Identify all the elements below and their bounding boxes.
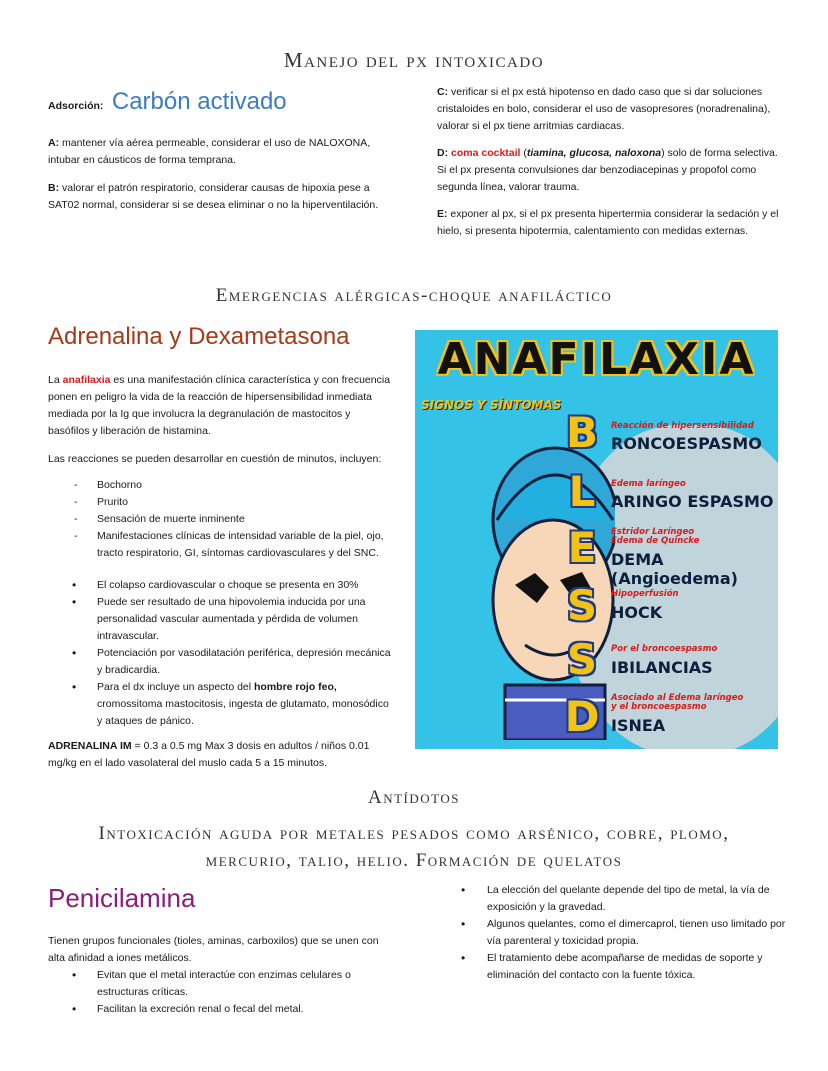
poster-word: HOCK [611, 603, 663, 622]
paren-open: ( [520, 147, 527, 159]
list-item: - Sensación de muerte inminente [48, 511, 398, 528]
list-item-dx [48, 679, 393, 730]
text-c: verificar si el px está hipotenso en dado caso que si dar soluciones cristaloides en bolo, considerar el uso de vasopresores (noradrenalina), valorar si el px tiene arritmias cardiacas. [437, 86, 771, 132]
paragraph-d [437, 145, 782, 196]
label-d: D: [437, 147, 449, 159]
list-item: • Facilitan la excreción renal o fecal del metal. [48, 1001, 393, 1018]
list-item: • Evitan que el metal interactúe con enzimas celulares o estructuras críticas. [48, 967, 393, 1001]
dx-pre: Para el dx incluye un aspecto del [97, 681, 255, 693]
label-c: C: [437, 86, 449, 98]
reactions-list [48, 477, 398, 562]
intro-pre: La [48, 374, 63, 386]
anafilaxia-poster [415, 330, 778, 749]
poster-word: ISNEA [611, 716, 666, 735]
penicilamina-bullets [48, 967, 393, 1018]
poster-letter-b: B [565, 408, 598, 457]
anafilaxia-term: anafilaxia [62, 374, 111, 386]
adrenalina-label: ADRENALINA IM [48, 740, 132, 752]
text-b: valorar el patrón respiratorio, considerar causas de hipoxia pese a SAT02 normal, considerar si se desea eliminar o no la hiperventilación. [48, 182, 379, 211]
penicilamina-intro: Tienen grupos funcionales (tioles, aminas, carboxilos) que se unen con alta afinidad a iones metálicos. [48, 935, 379, 964]
poster-title: ANAFILAXIA [437, 334, 756, 385]
list-item: • Potenciación por vasodilatación periférica, depresión mecánica y bradicardia. [48, 645, 393, 679]
list-item: - Manifestaciones clínicas de intensidad variable de la piel, ojo, tracto respiratorio, GI, síntomas cardiovasculares y del SNC. [48, 528, 398, 562]
list-item: - Bochorno [48, 477, 398, 494]
label-e: E: [437, 208, 448, 220]
list-item: • El tratamiento debe acompañarse de medidas de soporte y eliminación del contacto con la fuente tóxica. [447, 950, 787, 984]
drug-penicilamina: Penicilamina [48, 883, 196, 913]
poster-letter-s: S [566, 635, 598, 684]
shock-bullets [48, 577, 393, 730]
quelantes-bullets [447, 882, 787, 984]
paragraph-b [48, 180, 393, 214]
dx-bold: hombre rojo feo, [254, 681, 337, 693]
coma-cocktail-text: coma cocktail [451, 147, 521, 159]
subtitle-adrenalina: Adrenalina y Dexametasona [48, 323, 350, 350]
adsorcion-label: Adsorción: [48, 100, 104, 112]
dx-post: cromossitoma mastocitosis, ingesta de glutamato, monosódico y ataques de pánico. [97, 698, 389, 727]
adrenalina-text: = 0.3 a 0.5 mg Max 3 dosis en adultos / niños 0.01 mg/kg en el lado vasolateral del muslo cada 5 a 15 minutos. [48, 740, 370, 769]
label-b: B: [48, 182, 60, 194]
text-a: mantener vía aérea permeable, considerar el uso de NALOXONA, intubar en cáusticos de forma temprana. [48, 137, 371, 166]
section-title-emergencias: Emergencias alérgicas-choque anafiláctico [215, 285, 613, 306]
adsorcion-value: Carbón activado [111, 88, 287, 115]
poster-word: RONCOESPASMO [611, 434, 762, 453]
list-item: - Prurito [48, 494, 398, 511]
list-item: • Puede ser resultado de una hipovolemia inducida por una personalidad vascular aumentada y pérdida de volumen intravascular. [48, 594, 393, 645]
poster-caption: Hipoperfusión [611, 589, 679, 599]
poster-word: ARINGO ESPASMO [611, 492, 774, 511]
adrenalina-dose [48, 738, 393, 772]
label-a: A: [48, 137, 60, 149]
poster-caption: Por el broncoespasmo [611, 644, 718, 654]
paragraph-e [437, 206, 782, 240]
poster-caption: Asociado al Edema laríngeo y el broncoespasmo [611, 693, 744, 712]
poster-word: IBILANCIAS [611, 658, 713, 677]
paragraph-a [48, 135, 393, 169]
poster-word: DEMA (Angioedema) [611, 550, 738, 588]
text-d: ) solo de forma selectiva. Si el px presenta convulsiones dar benzodiacepinas y propofol como segunda línea, valorar trauma. [437, 147, 778, 193]
section-title-antidotos: Antídotos [368, 787, 460, 808]
section-subtitle-metales: Intoxicación aguda por metales pesados como arsénico, cobre, plomo, mercurio, talio, helio. Formación de quelatos [98, 823, 730, 871]
poster-letter-e: E [567, 523, 597, 572]
anafilaxia-intro [48, 372, 393, 440]
adsorcion-line [48, 88, 408, 116]
cocktail-components: tiamina, glucosa, naloxona [526, 147, 662, 159]
list-item: • El colapso cardiovascular o choque se presenta en 30% [48, 577, 393, 594]
list-item: • La elección del quelante depende del tipo de metal, la vía de exposición y la gravedad. [447, 882, 787, 916]
poster-subtitle: SIGNOS Y SÍNTOMAS [421, 398, 562, 412]
reactions-intro: Las reacciones se pueden desarrollar en cuestión de minutos, incluyen: [48, 453, 382, 465]
section-title-manejo: Manejo del px intoxicado [283, 48, 545, 72]
poster-letter-s: S [566, 581, 598, 630]
poster-letter-d: D [564, 692, 600, 741]
paragraph-c [437, 84, 782, 135]
poster-letter-l: L [568, 467, 596, 516]
poster-caption: Edema laríngeo [611, 479, 686, 489]
intro-post: es una manifestación clínica característica y con frecuencia ponen en peligro la vida de la reacción de hipersensibilidad inmediata mediada por la Ig que involucra la degranulación de mastocitos y basófilos y liberación de histamina. [48, 374, 391, 437]
list-item: • Algunos quelantes, como el dimercaprol, tienen uso limitado por vía parenteral y toxicidad propia. [447, 916, 787, 950]
poster-caption: Estridor Laríngeo Edema de Quincke [611, 527, 700, 546]
poster-caption: Reacción de hipersensibilidad [611, 421, 754, 431]
text-e: exponer al px, si el px presenta hipertermia considerar la sedación y el hielo, si presenta hipotermia, calentamiento con medidas externas. [437, 208, 779, 237]
